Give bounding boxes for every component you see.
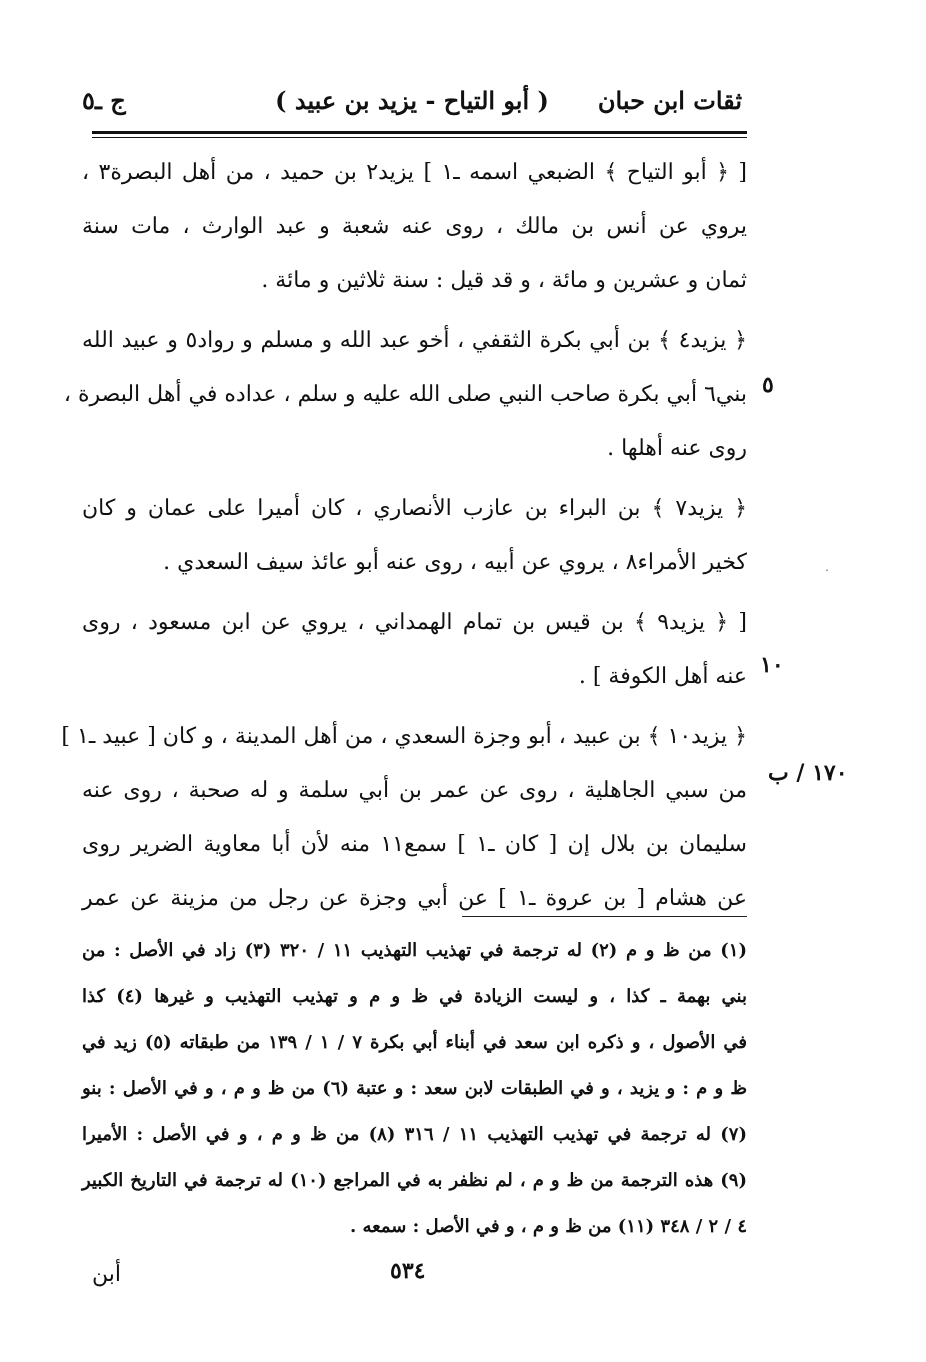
folio-marker: ١٧٠ / ب <box>768 760 848 786</box>
margin-dot-mark: ﹒ <box>820 559 834 575</box>
page-number: ٥٣٤ <box>390 1258 426 1284</box>
header-rule-thin <box>92 137 747 138</box>
text-line: عن هشام [ بن عروة ـ١ ] عن أبي وجزة عن رجل من مزينة عن عمر <box>82 886 747 911</box>
page-header <box>82 78 742 128</box>
text-line: يروي عن أنس بن مالك ، روى عنه شعبة و عبد الوارث ، مات سنة <box>82 214 748 239</box>
volume-label: ج ـ٥ <box>82 86 126 115</box>
line-number-5: ٥ <box>762 372 774 398</box>
text-line: ﴿ يزيد٤ ﴾ بن أبي بكرة الثقفي ، أخو عبد الله و مسلم و رواد٥ و عبيد الله <box>82 328 747 353</box>
footnote-line: في الأصول ، و ذكره ابن سعد في أبناء أبي بكرة ٧ / ١ / ١٣٩ من طبقاته (٥) زيد في <box>82 1032 748 1053</box>
text-line: بني٦ أبي بكرة صاحب النبي صلى الله عليه و سلم ، عداده في أهل البصرة ، <box>63 382 747 407</box>
text-line: عنه أهل الكوفة ] . <box>578 664 747 689</box>
text-line: روى عنه أهلها . <box>607 436 747 461</box>
text-line: ﴿ يزيد٧ ﴾ بن البراء بن عازب الأنصاري ، كان أميرا على عمان و كان <box>82 496 747 521</box>
footnote-line: بني بهمة ـ كذا ، و ليست الزيادة في ظ و م و تهذيب التهذيب و غيرها (٤) كذا <box>82 986 748 1007</box>
catchword: أبن <box>92 1262 121 1287</box>
footnote-line: (٧) له ترجمة في تهذيب التهذيب ١١ / ٣١٦ (٨) من ظ و م ، و في الأصل : الأميرا <box>82 1124 747 1145</box>
section-title: ( أبو التياح - يزيد بن عبيد ) <box>275 86 549 115</box>
footnotes <box>82 928 747 1250</box>
footnote-rule <box>462 916 747 917</box>
text-line: من سبي الجاهلية ، روى عن عمر بن أبي سلمة و له صحبة ، روى عنه <box>82 778 747 803</box>
footnote-line: (١) من ظ و م (٢) له ترجمة في تهذيب التهذيب ١١ / ٣٢٠ (٣) زاد في الأصل : من <box>82 940 747 961</box>
footnote-line: ظ و م : و يزيد ، و في الطبقات لابن سعد : و عتبة (٦) من ظ و م ، و في الأصل : بنو <box>82 1078 747 1099</box>
text-line: ﴿ يزيد١٠ ﴾ بن عبيد ، أبو وجزة السعدي ، من أهل المدينة ، و كان [ عبيد ـ١ ] <box>61 724 747 749</box>
text-line: سليمان بن بلال إن [ كان ـ١ ] سمع١١ منه لأن أبا معاوية الضرير روى <box>82 832 747 857</box>
text-line: كخير الأمراء٨ ، يروي عن أبيه ، روى عنه أبو عائذ سيف السعدي . <box>163 550 747 575</box>
footnote-line: ٤ / ٢ / ٣٤٨ (١١) من ظ و م ، و في الأصل : سمعه . <box>349 1216 747 1237</box>
book-title: ثقات ابن حبان <box>597 86 742 115</box>
line-number-10: ١٠ <box>760 652 784 678</box>
text-line: [ ﴿ يزيد٩ ﴾ بن قيس بن تمام الهمداني ، يروي عن ابن مسعود ، روى <box>82 610 747 635</box>
header-rule-thick <box>92 131 747 134</box>
footnote-line: (٩) هذه الترجمة من ظ و م ، لم نظفر به في المراجع (١٠) له ترجمة في التاريخ الكبير <box>82 1170 747 1191</box>
text-line: [ ﴿ أبو التياح ﴾ الضبعي اسمه ـ١ ] يزيد٢ بن حميد ، من أهل البصرة٣ ، <box>82 160 747 185</box>
main-text <box>61 146 748 926</box>
text-line: ثمان و عشرين و مائة ، و قد قيل : سنة ثلاثين و مائة . <box>261 268 747 293</box>
